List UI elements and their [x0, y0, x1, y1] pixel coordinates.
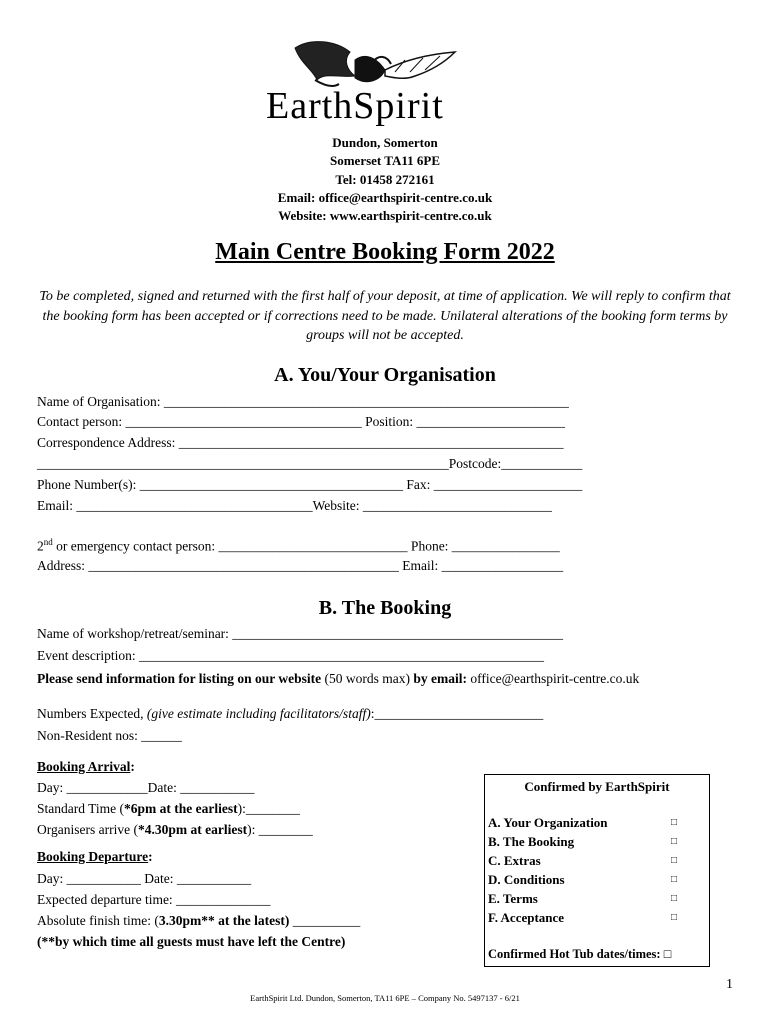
organisers-arrive-field[interactable] — [37, 822, 313, 838]
checkbox-icon[interactable]: □ — [671, 893, 678, 904]
listing-email: office@earthspirit-centre.co.uk — [467, 671, 640, 686]
address-line: Dundon, Somerton — [332, 135, 438, 150]
correspondence-address-field[interactable]: Correspondence Address: _________________________________________________________ — [37, 435, 564, 450]
section-b-heading: B. The Booking — [318, 597, 452, 619]
confirm-item-d: D. Conditions — [488, 872, 565, 887]
checkbox-icon[interactable]: □ — [671, 874, 678, 885]
expected-departure-field[interactable]: Expected departure time: ______________ — [37, 892, 271, 907]
listing-instruction — [37, 671, 639, 687]
intro-text: To be completed, signed and returned with the first half of your deposit, at time of application. We will reply to confirm that the booking form has been accepted or if corrections need to be made. Unilateral alterations of the booking form terms by groups will not be accepted. — [39, 289, 731, 343]
event-description-field[interactable]: Event description: ____________________________________________________________ — [37, 648, 544, 663]
arrival-colon: : — [130, 759, 135, 774]
confirmation-box — [484, 774, 710, 967]
phone-line: Tel: 01458 272161 — [335, 171, 435, 187]
confirm-item-c: C. Extras — [488, 853, 541, 868]
form-title: Main Centre Booking Form 2022 — [215, 239, 555, 265]
organisation-name-field[interactable]: Name of Organisation: ____________________________________________________________ — [37, 394, 569, 409]
address-line: Somerset TA11 6PE — [329, 153, 440, 169]
address-block — [0, 134, 770, 225]
arrival-heading-text: Booking Arrival — [37, 759, 131, 774]
numbers-blank: :_________________________ — [370, 706, 544, 721]
org-a: Organisers arrive ( — [37, 822, 138, 837]
abs-c: __________ — [289, 913, 361, 928]
ordinal-suffix: nd — [43, 537, 53, 547]
absolute-finish-field[interactable] — [37, 913, 360, 929]
abs-a: Absolute finish time: ( — [37, 913, 159, 928]
arrival-day-date-field[interactable]: Day: ____________Date: ___________ — [37, 780, 255, 795]
listing-plain: (50 words max) — [321, 671, 414, 686]
org-c: ): ________ — [247, 822, 313, 837]
confirm-item-a: A. Your Organization — [488, 815, 608, 830]
std-a: Standard Time ( — [37, 801, 125, 816]
section-a-heading: A. You/Your Organisation — [274, 364, 496, 386]
numbers-expected-field[interactable] — [37, 706, 543, 722]
confirmation-box-title: Confirmed by EarthSpirit — [524, 779, 670, 794]
hot-tub-confirmation[interactable]: Confirmed Hot Tub dates/times: □ — [488, 947, 672, 961]
listing-bold-email: by email: — [413, 671, 467, 686]
checkbox-icon[interactable]: □ — [671, 855, 678, 866]
contact-person-field[interactable]: Contact person: ___________________________________ Position: ______________________ — [37, 414, 565, 429]
std-b: *6pm at the earliest — [124, 801, 238, 816]
departure-day-date-field[interactable]: Day: ___________ Date: ___________ — [37, 871, 252, 886]
departure-note: (**by which time all guests must have left the Centre) — [37, 934, 346, 949]
confirm-item-b: B. The Booking — [488, 834, 575, 849]
confirm-item-f: F. Acceptance — [488, 910, 565, 925]
departure-heading — [37, 849, 153, 865]
postcode-field[interactable]: _____________________________________________________________Postcode:____________ — [37, 456, 583, 471]
ordinal-number: 2 — [37, 538, 44, 554]
email-website-field[interactable]: Email: ___________________________________Website: ____________________________ — [37, 498, 552, 513]
std-c: ):________ — [237, 801, 300, 816]
departure-colon: : — [148, 849, 153, 864]
numbers-hint: (give estimate including facilitators/staff) — [146, 706, 371, 721]
workshop-name-field[interactable]: Name of workshop/retreat/seminar: _________________________________________________ — [37, 626, 564, 641]
emergency-contact-field[interactable] — [37, 537, 560, 555]
brand-name: EarthSpirit — [266, 85, 444, 127]
departure-heading-text: Booking Departure — [37, 849, 149, 864]
checkbox-icon[interactable]: □ — [671, 817, 678, 828]
standard-time-field[interactable] — [37, 801, 300, 817]
website-line: Website: www.earthspirit-centre.co.uk — [278, 208, 492, 224]
checkbox-icon[interactable]: □ — [671, 912, 678, 923]
footer-text: EarthSpirit Ltd. Dundon, Somerton, TA11 6PE – Company No. 5497137 - 6/21 — [250, 993, 520, 1003]
abs-b: 3.30pm** at the latest) — [158, 913, 290, 928]
phone-fax-field[interactable]: Phone Number(s): _______________________________________ Fax: ______________________ — [37, 477, 583, 492]
page-number: 1 — [726, 977, 733, 992]
numbers-label: Numbers Expected, — [37, 706, 147, 721]
confirm-item-e: E. Terms — [488, 891, 538, 906]
arrival-heading — [37, 759, 135, 775]
non-resident-field[interactable]: Non-Resident nos: ______ — [37, 728, 182, 743]
org-b: *4.30pm at earliest — [137, 822, 248, 837]
email-line: Email: office@earthspirit-centre.co.uk — [277, 189, 493, 205]
emergency-address-field[interactable]: Address: ______________________________________________ Email: __________________ — [37, 558, 564, 573]
emergency-contact-text: or emergency contact person: ____________________________ Phone: ________________ — [56, 538, 560, 554]
listing-bold: Please send information for listing on our website — [37, 671, 322, 686]
checkbox-icon[interactable]: □ — [671, 836, 678, 847]
